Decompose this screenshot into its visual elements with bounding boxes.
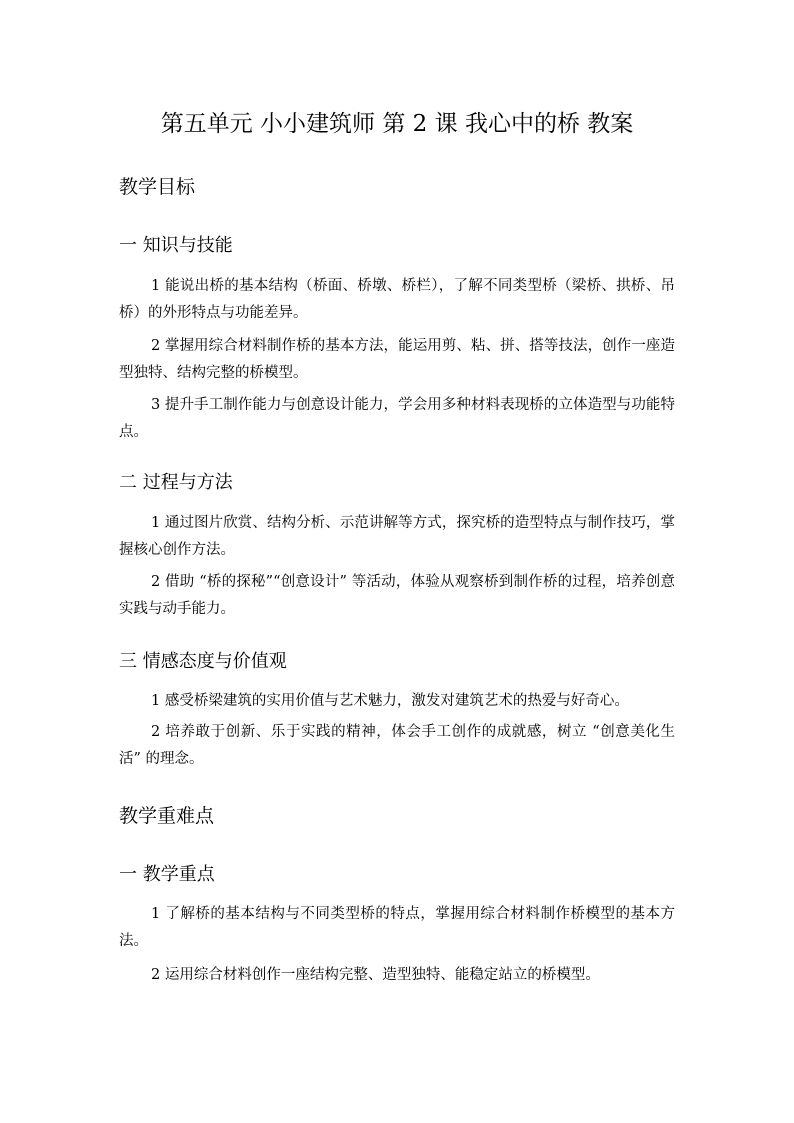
paragraph: 1 了解桥的基本结构与不同类型桥的特点，掌握用综合材料制作桥模型的基本方法。 — [119, 906, 675, 949]
paragraph: 2 掌握用综合材料制作桥的基本方法，能运用剪、粘、拼、搭等技法，创作一座造型独特、结构完整的桥模型。 — [119, 338, 675, 381]
subheading-emotion-values: 三 情感态度与价值观 — [119, 651, 287, 672]
section-heading-key-points: 教学重难点 — [119, 805, 215, 827]
paragraph: 1 能说出桥的基本结构（桥面、桥墩、桥栏），了解不同类型桥（梁桥、拱桥、吊桥）的外形特点与功能差异。 — [119, 278, 675, 321]
document-title: 第五单元 小小建筑师 第 2 课 我心中的桥 教案 — [160, 111, 634, 137]
subheading-knowledge-skills: 一 知识与技能 — [119, 235, 233, 256]
paragraph: 2 培养敢于创新、乐于实践的精神，体会手工创作的成就感，树立 “创意美化生活” 的理念。 — [119, 724, 675, 767]
paragraph: 1 通过图片欣赏、结构分析、示范讲解等方式，探究桥的造型特点与制作技巧，掌握核心创作方法。 — [119, 515, 675, 558]
paragraph: 2 运用综合材料创作一座结构完整、造型独特、能稳定站立的桥模型。 — [151, 967, 600, 983]
paragraph: 1 感受桥梁建筑的实用价值与艺术魅力，激发对建筑艺术的热爱与好奇心。 — [151, 693, 629, 709]
section-heading-teaching-goals: 教学目标 — [119, 176, 196, 198]
subheading-teaching-focus: 一 教学重点 — [119, 864, 215, 885]
subheading-process-methods: 二 过程与方法 — [119, 472, 233, 493]
paragraph: 2 借助 “桥的探秘”“创意设计” 等活动，体验从观察桥到制作桥的过程，培养创意实践与动手能力。 — [119, 574, 675, 617]
paragraph: 3 提升手工制作能力与创意设计能力，学会用多种材料表现桥的立体造型与功能特点。 — [119, 397, 675, 440]
